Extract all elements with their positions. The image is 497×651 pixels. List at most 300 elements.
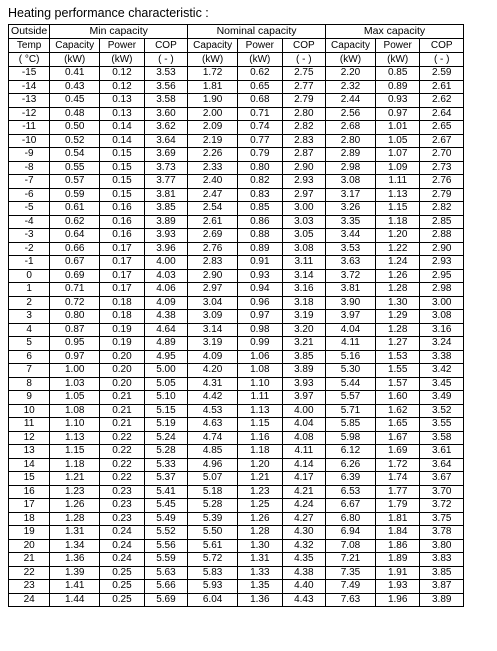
min-cop-cell: 3.60: [144, 107, 187, 121]
temp-cell: -14: [9, 80, 50, 94]
max-capacity-cell: 3.26: [326, 202, 376, 216]
min-capacity-cell: 0.61: [50, 202, 100, 216]
max-cop-cell: 3.00: [420, 296, 464, 310]
temp-cell: -10: [9, 134, 50, 148]
temp-cell: 2: [9, 296, 50, 310]
min-cop-cell: 3.85: [144, 202, 187, 216]
nominal-cop-cell: 3.03: [282, 215, 325, 229]
nominal-capacity-cell: 2.97: [188, 283, 238, 297]
nominal-power-cell: 1.18: [238, 445, 283, 459]
max-cop-cell: 3.42: [420, 364, 464, 378]
temp-cell: 3: [9, 310, 50, 324]
nominal-capacity-cell: 2.09: [188, 121, 238, 135]
min-cop-cell: 5.49: [144, 512, 187, 526]
min-cop-cell: 3.96: [144, 242, 187, 256]
min-cop-cell: 4.03: [144, 269, 187, 283]
nominal-power-cell: 0.96: [238, 296, 283, 310]
nominal-power-column-header: Power: [238, 39, 283, 53]
temp-cell: -12: [9, 107, 50, 121]
max-capacity-cell: 7.21: [326, 553, 376, 567]
nominal-capacity-cell: 2.26: [188, 148, 238, 162]
min-power-cell: 0.20: [100, 364, 145, 378]
temp-cell: -5: [9, 202, 50, 216]
min-cop-cell: 5.52: [144, 526, 187, 540]
min-capacity-cell: 0.41: [50, 67, 100, 81]
min-cop-cell: 3.62: [144, 121, 187, 135]
nominal-power-cell: 1.15: [238, 418, 283, 432]
min-capacity-cell: 0.72: [50, 296, 100, 310]
max-cop-cell: 3.87: [420, 580, 464, 594]
min-capacity-cell: 0.69: [50, 269, 100, 283]
temp-cell: 9: [9, 391, 50, 405]
min-capacity-cell: 0.52: [50, 134, 100, 148]
min-capacity-cell: 1.05: [50, 391, 100, 405]
min-capacity-cell: 1.34: [50, 539, 100, 553]
min-cop-cell: 4.09: [144, 296, 187, 310]
table-row: [9, 445, 464, 459]
max-cop-cell: 3.08: [420, 310, 464, 324]
table-row: [9, 134, 464, 148]
max-cop-cell: 2.65: [420, 121, 464, 135]
min-cop-cell: 5.69: [144, 593, 187, 607]
table-row: [9, 458, 464, 472]
min-capacity-cell: 0.71: [50, 283, 100, 297]
table-row: [9, 175, 464, 189]
min-capacity-cell: 0.55: [50, 161, 100, 175]
min-power-cell: 0.12: [100, 67, 145, 81]
nominal-power-unit: (kW): [238, 53, 283, 67]
min-cop-cell: 3.81: [144, 188, 187, 202]
min-cop-cell: 3.93: [144, 229, 187, 243]
table-row: [9, 310, 464, 324]
min-cop-cell: 5.10: [144, 391, 187, 405]
temp-cell: 24: [9, 593, 50, 607]
nominal-cop-cell: 4.11: [282, 445, 325, 459]
temp-cell: 15: [9, 472, 50, 486]
max-cop-cell: 2.82: [420, 202, 464, 216]
nominal-cop-cell: 3.97: [282, 391, 325, 405]
max-cop-cell: 2.79: [420, 188, 464, 202]
min-capacity-cell: 1.15: [50, 445, 100, 459]
max-capacity-cell: 5.71: [326, 404, 376, 418]
max-capacity-cell: 3.08: [326, 175, 376, 189]
table-row: [9, 121, 464, 135]
nominal-power-cell: 1.35: [238, 580, 283, 594]
temp-cell: 4: [9, 323, 50, 337]
max-cop-cell: 2.59: [420, 67, 464, 81]
max-cop-cell: 2.98: [420, 283, 464, 297]
nominal-cop-cell: 3.08: [282, 242, 325, 256]
max-capacity-cell: 6.67: [326, 499, 376, 513]
nominal-cop-cell: 4.17: [282, 472, 325, 486]
max-capacity-cell: 3.97: [326, 310, 376, 324]
nominal-power-cell: 1.25: [238, 499, 283, 513]
table-row: [9, 256, 464, 270]
min-power-cell: 0.23: [100, 512, 145, 526]
max-power-cell: 1.65: [375, 418, 420, 432]
min-power-cell: 0.21: [100, 391, 145, 405]
min-capacity-cell: 0.62: [50, 215, 100, 229]
min-cop-cell: 4.38: [144, 310, 187, 324]
max-capacity-cell: 6.26: [326, 458, 376, 472]
min-cop-cell: 3.58: [144, 94, 187, 108]
min-cop-cell: 5.05: [144, 377, 187, 391]
max-capacity-header: Max capacity: [326, 25, 464, 39]
nominal-cop-cell: 4.08: [282, 431, 325, 445]
min-cop-cell: 5.37: [144, 472, 187, 486]
min-power-cell: 0.14: [100, 121, 145, 135]
table-row: [9, 323, 464, 337]
max-power-cell: 1.81: [375, 512, 420, 526]
min-cop-cell: 5.15: [144, 404, 187, 418]
min-power-cell: 0.21: [100, 404, 145, 418]
nominal-cop-cell: 3.16: [282, 283, 325, 297]
table-body: [9, 67, 464, 607]
max-capacity-unit: (kW): [326, 53, 376, 67]
min-power-cell: 0.22: [100, 458, 145, 472]
max-cop-cell: 3.64: [420, 458, 464, 472]
max-power-cell: 1.30: [375, 296, 420, 310]
max-power-cell: 1.07: [375, 148, 420, 162]
min-capacity-header: Min capacity: [50, 25, 188, 39]
min-cop-unit: ( - ): [144, 53, 187, 67]
max-cop-cell: 3.70: [420, 485, 464, 499]
max-capacity-cell: 3.35: [326, 215, 376, 229]
max-power-cell: 1.13: [375, 188, 420, 202]
nominal-power-cell: 0.68: [238, 94, 283, 108]
max-power-cell: 1.24: [375, 256, 420, 270]
nominal-cop-cell: 4.32: [282, 539, 325, 553]
nominal-capacity-cell: 3.09: [188, 310, 238, 324]
min-capacity-cell: 1.26: [50, 499, 100, 513]
nominal-cop-cell: 3.89: [282, 364, 325, 378]
nominal-capacity-cell: 5.28: [188, 499, 238, 513]
nominal-capacity-cell: 2.83: [188, 256, 238, 270]
nominal-capacity-header: Nominal capacity: [188, 25, 326, 39]
max-power-cell: 1.69: [375, 445, 420, 459]
min-power-cell: 0.25: [100, 593, 145, 607]
max-power-cell: 1.84: [375, 526, 420, 540]
nominal-power-cell: 0.80: [238, 161, 283, 175]
nominal-power-cell: 0.83: [238, 188, 283, 202]
min-capacity-cell: 0.54: [50, 148, 100, 162]
table-row: [9, 391, 464, 405]
max-cop-cell: 3.72: [420, 499, 464, 513]
max-power-cell: 1.86: [375, 539, 420, 553]
nominal-cop-cell: 3.18: [282, 296, 325, 310]
max-capacity-cell: 2.98: [326, 161, 376, 175]
nominal-power-cell: 1.11: [238, 391, 283, 405]
max-capacity-column-header: Capacity: [326, 39, 376, 53]
min-capacity-cell: 0.67: [50, 256, 100, 270]
section-heading: Heating performance characteristic :: [8, 6, 209, 20]
max-capacity-cell: 4.11: [326, 337, 376, 351]
nominal-capacity-cell: 2.19: [188, 134, 238, 148]
temp-cell: -1: [9, 256, 50, 270]
nominal-cop-cell: 3.14: [282, 269, 325, 283]
min-power-cell: 0.17: [100, 242, 145, 256]
max-capacity-cell: 7.49: [326, 580, 376, 594]
min-cop-cell: 3.77: [144, 175, 187, 189]
max-capacity-cell: 7.35: [326, 566, 376, 580]
min-cop-cell: 3.89: [144, 215, 187, 229]
max-cop-cell: 3.24: [420, 337, 464, 351]
nominal-capacity-cell: 2.40: [188, 175, 238, 189]
max-power-cell: 1.91: [375, 566, 420, 580]
min-capacity-cell: 1.41: [50, 580, 100, 594]
max-cop-cell: 2.67: [420, 134, 464, 148]
max-power-cell: 1.89: [375, 553, 420, 567]
temp-cell: -8: [9, 161, 50, 175]
nominal-cop-cell: 2.80: [282, 107, 325, 121]
max-power-cell: 1.96: [375, 593, 420, 607]
nominal-cop-cell: 3.93: [282, 377, 325, 391]
nominal-power-cell: 1.23: [238, 485, 283, 499]
nominal-cop-cell: 2.75: [282, 67, 325, 81]
nominal-capacity-cell: 4.85: [188, 445, 238, 459]
max-power-cell: 1.62: [375, 404, 420, 418]
nominal-capacity-cell: 2.00: [188, 107, 238, 121]
max-cop-unit: ( - ): [420, 53, 464, 67]
max-power-cell: 1.57: [375, 377, 420, 391]
nominal-capacity-cell: 1.81: [188, 80, 238, 94]
table-row: [9, 404, 464, 418]
min-power-cell: 0.22: [100, 431, 145, 445]
nominal-power-cell: 0.85: [238, 202, 283, 216]
min-capacity-cell: 1.10: [50, 418, 100, 432]
max-cop-column-header: COP: [420, 39, 464, 53]
max-cop-cell: 2.64: [420, 107, 464, 121]
table-row: [9, 485, 464, 499]
max-capacity-cell: 3.17: [326, 188, 376, 202]
max-capacity-cell: 6.39: [326, 472, 376, 486]
nominal-capacity-cell: 4.63: [188, 418, 238, 432]
temp-cell: 23: [9, 580, 50, 594]
nominal-power-cell: 0.99: [238, 337, 283, 351]
max-power-cell: 0.85: [375, 67, 420, 81]
max-cop-cell: 2.62: [420, 94, 464, 108]
max-capacity-cell: 2.44: [326, 94, 376, 108]
nominal-power-cell: 0.74: [238, 121, 283, 135]
nominal-cop-cell: 3.11: [282, 256, 325, 270]
min-cop-cell: 5.28: [144, 445, 187, 459]
table-row: [9, 350, 464, 364]
max-capacity-cell: 5.57: [326, 391, 376, 405]
table-row: [9, 580, 464, 594]
temp-cell: 11: [9, 418, 50, 432]
max-power-cell: 0.93: [375, 94, 420, 108]
table-row: [9, 553, 464, 567]
min-cop-cell: 5.45: [144, 499, 187, 513]
min-power-cell: 0.14: [100, 134, 145, 148]
min-capacity-cell: 1.00: [50, 364, 100, 378]
nominal-cop-cell: 4.38: [282, 566, 325, 580]
nominal-cop-cell: 2.83: [282, 134, 325, 148]
max-capacity-cell: 2.20: [326, 67, 376, 81]
min-capacity-cell: 1.39: [50, 566, 100, 580]
max-power-cell: 1.15: [375, 202, 420, 216]
min-power-cell: 0.12: [100, 80, 145, 94]
min-capacity-cell: 0.80: [50, 310, 100, 324]
min-capacity-cell: 0.97: [50, 350, 100, 364]
max-power-cell: 1.18: [375, 215, 420, 229]
min-capacity-cell: 1.31: [50, 526, 100, 540]
nominal-cop-cell: 4.30: [282, 526, 325, 540]
nominal-cop-cell: 3.85: [282, 350, 325, 364]
nominal-cop-cell: 3.05: [282, 229, 325, 243]
max-power-cell: 1.28: [375, 323, 420, 337]
max-cop-cell: 2.76: [420, 175, 464, 189]
max-capacity-cell: 5.30: [326, 364, 376, 378]
max-capacity-cell: 5.98: [326, 431, 376, 445]
nominal-cop-cell: 4.35: [282, 553, 325, 567]
temp-cell: -11: [9, 121, 50, 135]
max-cop-cell: 3.83: [420, 553, 464, 567]
min-cop-cell: 4.00: [144, 256, 187, 270]
temp-cell: 13: [9, 445, 50, 459]
min-power-cell: 0.17: [100, 269, 145, 283]
max-power-cell: 1.79: [375, 499, 420, 513]
nominal-capacity-cell: 3.04: [188, 296, 238, 310]
units-row: [9, 53, 464, 67]
nominal-power-cell: 0.88: [238, 229, 283, 243]
table-row: [9, 242, 464, 256]
nominal-power-cell: 1.06: [238, 350, 283, 364]
outside-header: Outside: [9, 25, 50, 39]
max-power-unit: (kW): [375, 53, 420, 67]
max-cop-cell: 3.52: [420, 404, 464, 418]
nominal-power-cell: 0.82: [238, 175, 283, 189]
nominal-capacity-cell: 1.72: [188, 67, 238, 81]
min-capacity-cell: 0.45: [50, 94, 100, 108]
nominal-cop-cell: 4.43: [282, 593, 325, 607]
min-capacity-cell: 0.95: [50, 337, 100, 351]
min-power-cell: 0.18: [100, 310, 145, 324]
min-capacity-cell: 1.08: [50, 404, 100, 418]
nominal-cop-cell: 3.21: [282, 337, 325, 351]
table-row: [9, 499, 464, 513]
temp-cell: -13: [9, 94, 50, 108]
min-cop-cell: 5.19: [144, 418, 187, 432]
nominal-capacity-cell: 1.90: [188, 94, 238, 108]
min-capacity-cell: 1.18: [50, 458, 100, 472]
nominal-capacity-cell: 5.72: [188, 553, 238, 567]
max-cop-cell: 2.70: [420, 148, 464, 162]
min-power-cell: 0.19: [100, 323, 145, 337]
temp-cell: -7: [9, 175, 50, 189]
nominal-power-cell: 1.28: [238, 526, 283, 540]
min-power-column-header: Power: [100, 39, 145, 53]
max-capacity-cell: 5.44: [326, 377, 376, 391]
nominal-cop-cell: 2.90: [282, 161, 325, 175]
max-cop-cell: 2.88: [420, 229, 464, 243]
nominal-capacity-cell: 4.42: [188, 391, 238, 405]
min-capacity-cell: 1.03: [50, 377, 100, 391]
min-capacity-cell: 0.57: [50, 175, 100, 189]
min-cop-cell: 3.69: [144, 148, 187, 162]
min-power-cell: 0.23: [100, 499, 145, 513]
table-row: [9, 283, 464, 297]
nominal-capacity-cell: 2.61: [188, 215, 238, 229]
temp-cell: 5: [9, 337, 50, 351]
nominal-power-cell: 0.79: [238, 148, 283, 162]
max-power-cell: 1.60: [375, 391, 420, 405]
temp-cell: -2: [9, 242, 50, 256]
min-power-cell: 0.22: [100, 472, 145, 486]
nominal-power-cell: 0.98: [238, 323, 283, 337]
nominal-cop-column-header: COP: [282, 39, 325, 53]
max-cop-cell: 2.95: [420, 269, 464, 283]
max-cop-cell: 3.16: [420, 323, 464, 337]
min-power-unit: (kW): [100, 53, 145, 67]
max-capacity-cell: 6.94: [326, 526, 376, 540]
nominal-power-cell: 0.91: [238, 256, 283, 270]
min-cop-cell: 5.33: [144, 458, 187, 472]
max-capacity-cell: 3.63: [326, 256, 376, 270]
nominal-cop-cell: 2.93: [282, 175, 325, 189]
nominal-cop-cell: 3.20: [282, 323, 325, 337]
nominal-power-cell: 1.08: [238, 364, 283, 378]
min-capacity-cell: 0.50: [50, 121, 100, 135]
nominal-power-cell: 1.36: [238, 593, 283, 607]
table-row: [9, 80, 464, 94]
nominal-capacity-cell: 2.54: [188, 202, 238, 216]
min-cop-cell: 3.64: [144, 134, 187, 148]
max-cop-cell: 2.90: [420, 242, 464, 256]
max-capacity-cell: 3.72: [326, 269, 376, 283]
min-capacity-cell: 1.36: [50, 553, 100, 567]
nominal-power-cell: 1.16: [238, 431, 283, 445]
min-capacity-cell: 0.59: [50, 188, 100, 202]
nominal-capacity-unit: (kW): [188, 53, 238, 67]
min-cop-cell: 5.59: [144, 553, 187, 567]
nominal-capacity-cell: 5.61: [188, 539, 238, 553]
nominal-capacity-cell: 5.93: [188, 580, 238, 594]
max-capacity-cell: 2.89: [326, 148, 376, 162]
min-power-cell: 0.15: [100, 188, 145, 202]
nominal-cop-cell: 2.82: [282, 121, 325, 135]
min-cop-cell: 3.56: [144, 80, 187, 94]
nominal-cop-cell: 4.00: [282, 404, 325, 418]
nominal-capacity-cell: 4.53: [188, 404, 238, 418]
max-power-cell: 1.26: [375, 269, 420, 283]
nominal-power-cell: 1.33: [238, 566, 283, 580]
nominal-cop-cell: 4.40: [282, 580, 325, 594]
min-cop-cell: 5.63: [144, 566, 187, 580]
nominal-cop-cell: 2.87: [282, 148, 325, 162]
max-power-cell: 1.53: [375, 350, 420, 364]
max-cop-cell: 3.45: [420, 377, 464, 391]
max-power-cell: 0.89: [375, 80, 420, 94]
min-capacity-cell: 1.28: [50, 512, 100, 526]
table-row: [9, 472, 464, 486]
max-power-cell: 1.22: [375, 242, 420, 256]
min-capacity-cell: 0.87: [50, 323, 100, 337]
max-cop-cell: 3.58: [420, 431, 464, 445]
min-capacity-cell: 0.66: [50, 242, 100, 256]
max-capacity-cell: 3.81: [326, 283, 376, 297]
min-power-cell: 0.16: [100, 229, 145, 243]
nominal-power-cell: 1.31: [238, 553, 283, 567]
table-row: [9, 202, 464, 216]
max-cop-cell: 2.85: [420, 215, 464, 229]
temp-cell: 16: [9, 485, 50, 499]
group-header-row: [9, 25, 464, 39]
min-cop-cell: 3.73: [144, 161, 187, 175]
max-capacity-cell: 4.04: [326, 323, 376, 337]
nominal-power-cell: 1.21: [238, 472, 283, 486]
min-power-cell: 0.15: [100, 175, 145, 189]
